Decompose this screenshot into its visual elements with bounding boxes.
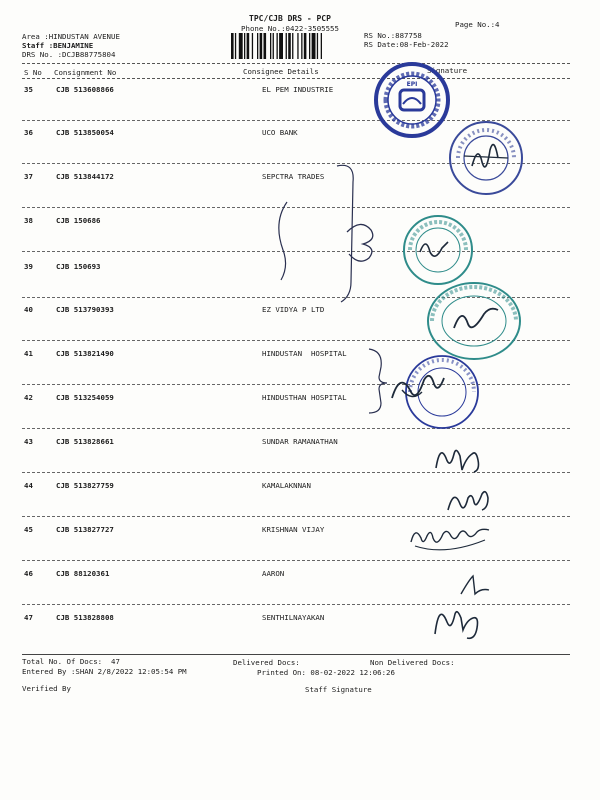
staff-label: Staff : bbox=[22, 41, 54, 50]
page-number: Page No.:4 bbox=[455, 20, 500, 29]
table-row bbox=[0, 437, 600, 481]
row-consignee: UCO BANK bbox=[262, 128, 298, 137]
entered-by: Entered By :SHAN 2/8/2022 12:05:54 PM bbox=[22, 667, 187, 676]
handwritten-brace bbox=[365, 345, 395, 415]
column-signature: Signature bbox=[427, 66, 468, 75]
printed-on: Printed On: 08-02-2022 12:06:26 bbox=[257, 668, 395, 677]
row-sno: 45 bbox=[24, 525, 33, 534]
signature-row-47 bbox=[425, 598, 485, 646]
row-consignment: CJB 513828661 bbox=[56, 437, 114, 446]
row-consignee: AARON bbox=[262, 569, 285, 578]
row-sno: 35 bbox=[24, 85, 33, 94]
document-header bbox=[205, 14, 375, 33]
row-consignment: CJB 513844172 bbox=[56, 172, 114, 181]
signature-row-44 bbox=[440, 484, 500, 522]
row-consignee: SUNDAR RAMANATHAN bbox=[262, 437, 338, 446]
delivered-docs: Delivered Docs: bbox=[233, 658, 300, 667]
row-sno: 46 bbox=[24, 569, 33, 578]
row-sno: 43 bbox=[24, 437, 33, 446]
elpem-seal-stamp bbox=[372, 60, 452, 140]
row-sno: 42 bbox=[24, 393, 33, 402]
spectra-traders-stamp bbox=[398, 212, 478, 288]
table-row bbox=[0, 393, 600, 437]
row-consignee: EZ VIDYA P LTD bbox=[262, 305, 325, 314]
staff-line bbox=[22, 41, 93, 50]
row-consignment: CJB 88120361 bbox=[56, 569, 110, 578]
row-sno: 41 bbox=[24, 349, 33, 358]
header-divider bbox=[22, 63, 570, 64]
row-sno: 37 bbox=[24, 172, 33, 181]
row-consignee: KRISHNAN VIJAY bbox=[262, 525, 325, 534]
row-consignment: CJB 513827759 bbox=[56, 481, 114, 490]
hindusthan-hospital-stamp bbox=[380, 350, 480, 434]
table-row bbox=[0, 569, 600, 613]
row-consignment: CJB 513821490 bbox=[56, 349, 114, 358]
row-sno: 36 bbox=[24, 128, 33, 137]
row-separator bbox=[22, 560, 570, 561]
total-docs: Total No. Of Docs: 47 bbox=[22, 657, 120, 666]
row-consignment: CJB 513608866 bbox=[56, 85, 114, 94]
table-row bbox=[0, 613, 600, 657]
row-sno: 40 bbox=[24, 305, 33, 314]
row-consignee: SEPCTRA TRADES bbox=[262, 172, 325, 181]
signature-row-43 bbox=[430, 438, 490, 480]
document-title: TPC/CJB DRS - PCP bbox=[249, 14, 331, 23]
footer-divider bbox=[22, 654, 570, 655]
phone-number: Phone No.:0422-3505555 bbox=[241, 24, 339, 33]
row-consignee: HINDUSTAN HOSPITAL bbox=[262, 349, 347, 358]
row-separator bbox=[22, 384, 570, 385]
row-consignee: SENTHILNAYAKAN bbox=[262, 613, 325, 622]
row-consignment: CJB 513254059 bbox=[56, 393, 114, 402]
row-consignment: CJB 513850054 bbox=[56, 128, 114, 137]
row-consignee: EL PEM INDUSTRIE bbox=[262, 85, 334, 94]
row-consignee: HINDUSTHAN HOSPITAL bbox=[262, 393, 347, 402]
handwritten-bracket bbox=[265, 162, 385, 308]
non-delivered-docs: Non Delivered Docs: bbox=[370, 658, 455, 667]
staff-signature-label: Staff Signature bbox=[305, 685, 372, 694]
row-sno: 39 bbox=[24, 262, 33, 271]
row-sno: 38 bbox=[24, 216, 33, 225]
column-consignment: Consignment No bbox=[54, 68, 117, 77]
staff-name: BENJAMINE bbox=[53, 41, 94, 50]
row-consignment: CJB 513828808 bbox=[56, 613, 114, 622]
verified-by: Verified By bbox=[22, 684, 71, 693]
row-consignment: CJB 513790393 bbox=[56, 305, 114, 314]
column-divider bbox=[22, 78, 570, 79]
row-consignee: KAMALAKNNAN bbox=[262, 481, 311, 490]
rs-number: RS No.:887758 bbox=[364, 31, 422, 40]
column-sno: S No bbox=[24, 68, 42, 77]
row-consignment: CJB 150686 bbox=[56, 216, 101, 225]
rs-date: RS Date:08-Feb-2022 bbox=[364, 40, 449, 49]
uco-bank-stamp bbox=[444, 118, 530, 200]
row-separator bbox=[22, 428, 570, 429]
area-label: Area :HINDUSTAN AVENUE bbox=[22, 32, 120, 41]
row-consignment: CJB 513827727 bbox=[56, 525, 114, 534]
column-consignee: Consignee Details bbox=[243, 67, 319, 76]
row-sno: 47 bbox=[24, 613, 33, 622]
svg-text:EPI: EPI bbox=[406, 81, 418, 88]
row-sno: 44 bbox=[24, 481, 33, 490]
table-row bbox=[0, 525, 600, 569]
table-row bbox=[0, 481, 600, 525]
row-consignment: CJB 150693 bbox=[56, 262, 101, 271]
row-separator bbox=[22, 604, 570, 605]
barcode bbox=[231, 33, 351, 59]
drs-number: DRS No. :DCJB88775804 bbox=[22, 50, 116, 59]
signature-row-45 bbox=[405, 522, 495, 560]
